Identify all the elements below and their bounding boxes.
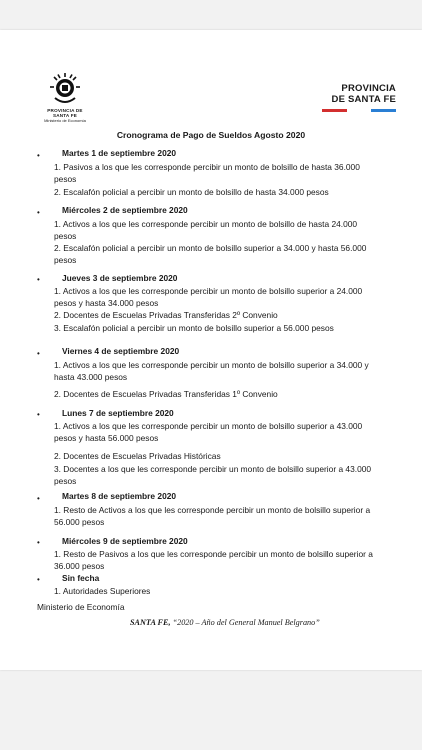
day-heading: Martes 8 de septiembre 2020 xyxy=(62,491,177,501)
list-item: 2. Docentes de Escuelas Privadas Transferidas 1º Convenio xyxy=(54,389,278,399)
footer-city: SANTA FE, xyxy=(130,618,171,627)
brand-line-2: DE SANTA FE xyxy=(331,93,396,105)
footer-motto xyxy=(130,618,320,627)
list-item: 2. Escalafón policial a percibir un monto de bolsillo de hasta 34.000 pesos xyxy=(54,187,329,197)
list-item: 1. Resto de Pasivos a los que les corresponde percibir un monto de bolsillo superior a 36.000 pesos xyxy=(54,549,373,571)
list-item: 1. Activos a los que les corresponde percibir un monto de bolsillo superior a 24.000 pesos y hasta 34.000 pesos xyxy=(54,286,363,308)
bullet: • xyxy=(37,494,40,503)
list-item: 2. Docentes de Escuelas Privadas Históricas xyxy=(54,451,221,461)
bullet: • xyxy=(37,275,40,284)
list-item: 1. Pasivos a los que les corresponde percibir un monto de bolsillo de hasta 36.000 pesos xyxy=(54,162,360,184)
brand-flag-stripe xyxy=(322,109,396,112)
seal-subtitle: Ministerio de Economía xyxy=(44,118,86,123)
day-heading: Viernes 4 de septiembre 2020 xyxy=(62,346,180,356)
bullet: • xyxy=(37,208,40,217)
list-item: 2. Escalafón policial a percibir un monto de bolsillo superior a 34.000 y hasta 56.000 pesos xyxy=(54,243,367,265)
seal-name: PROVINCIA DE SANTA FE xyxy=(47,108,83,118)
footer-ministry: Ministerio de Economía xyxy=(37,602,125,612)
province-seal-icon xyxy=(49,72,81,106)
list-item: 1. Activos a los que les corresponde percibir un monto de bolsillo superior a 34.000 y hasta 43.000 pesos xyxy=(54,360,369,382)
bullet: • xyxy=(37,538,40,547)
bullet: • xyxy=(37,349,40,358)
document-title: Cronograma de Pago de Sueldos Agosto 2020 xyxy=(116,130,306,140)
bullet: • xyxy=(37,151,40,160)
list-item: 1. Activos a los que les corresponde percibir un monto de bolsillo superior a 43.000 pesos y hasta 56.000 pesos xyxy=(54,421,363,443)
list-item: 3. Escalafón policial a percibir un monto de bolsillo superior a 56.000 pesos xyxy=(54,323,334,333)
day-heading: Jueves 3 de septiembre 2020 xyxy=(62,273,178,283)
bullet: • xyxy=(37,575,40,584)
bullet: • xyxy=(37,410,40,419)
day-heading: Sin fecha xyxy=(62,573,100,583)
document-page xyxy=(0,30,422,670)
brand-line-1: PROVINCIA xyxy=(341,83,396,94)
list-item: 1. Resto de Activos a los que les corresponde percibir un monto de bolsillo superior a 56.000 pesos xyxy=(54,505,371,527)
day-heading: Lunes 7 de septiembre 2020 xyxy=(62,408,174,418)
list-item: 1. Autoridades Superiores xyxy=(54,586,151,596)
province-brand xyxy=(322,84,396,112)
footer-year-motto: “2020 – Año del General Manuel Belgrano” xyxy=(170,618,320,627)
day-heading: Martes 1 de septiembre 2020 xyxy=(62,148,177,158)
list-item: 1. Activos a los que les corresponde percibir un monto de bolsillo de hasta 24.000 pesos xyxy=(54,219,358,241)
day-heading: Miércoles 2 de septiembre 2020 xyxy=(62,205,188,215)
day-heading: Miércoles 9 de septiembre 2020 xyxy=(62,536,188,546)
province-seal xyxy=(40,72,90,123)
list-item: 2. Docentes de Escuelas Privadas Transferidas 2º Convenio xyxy=(54,310,278,320)
list-item: 3. Docentes a los que les corresponde percibir un monto de bolsillo superior a 43.000 pesos xyxy=(54,464,372,486)
